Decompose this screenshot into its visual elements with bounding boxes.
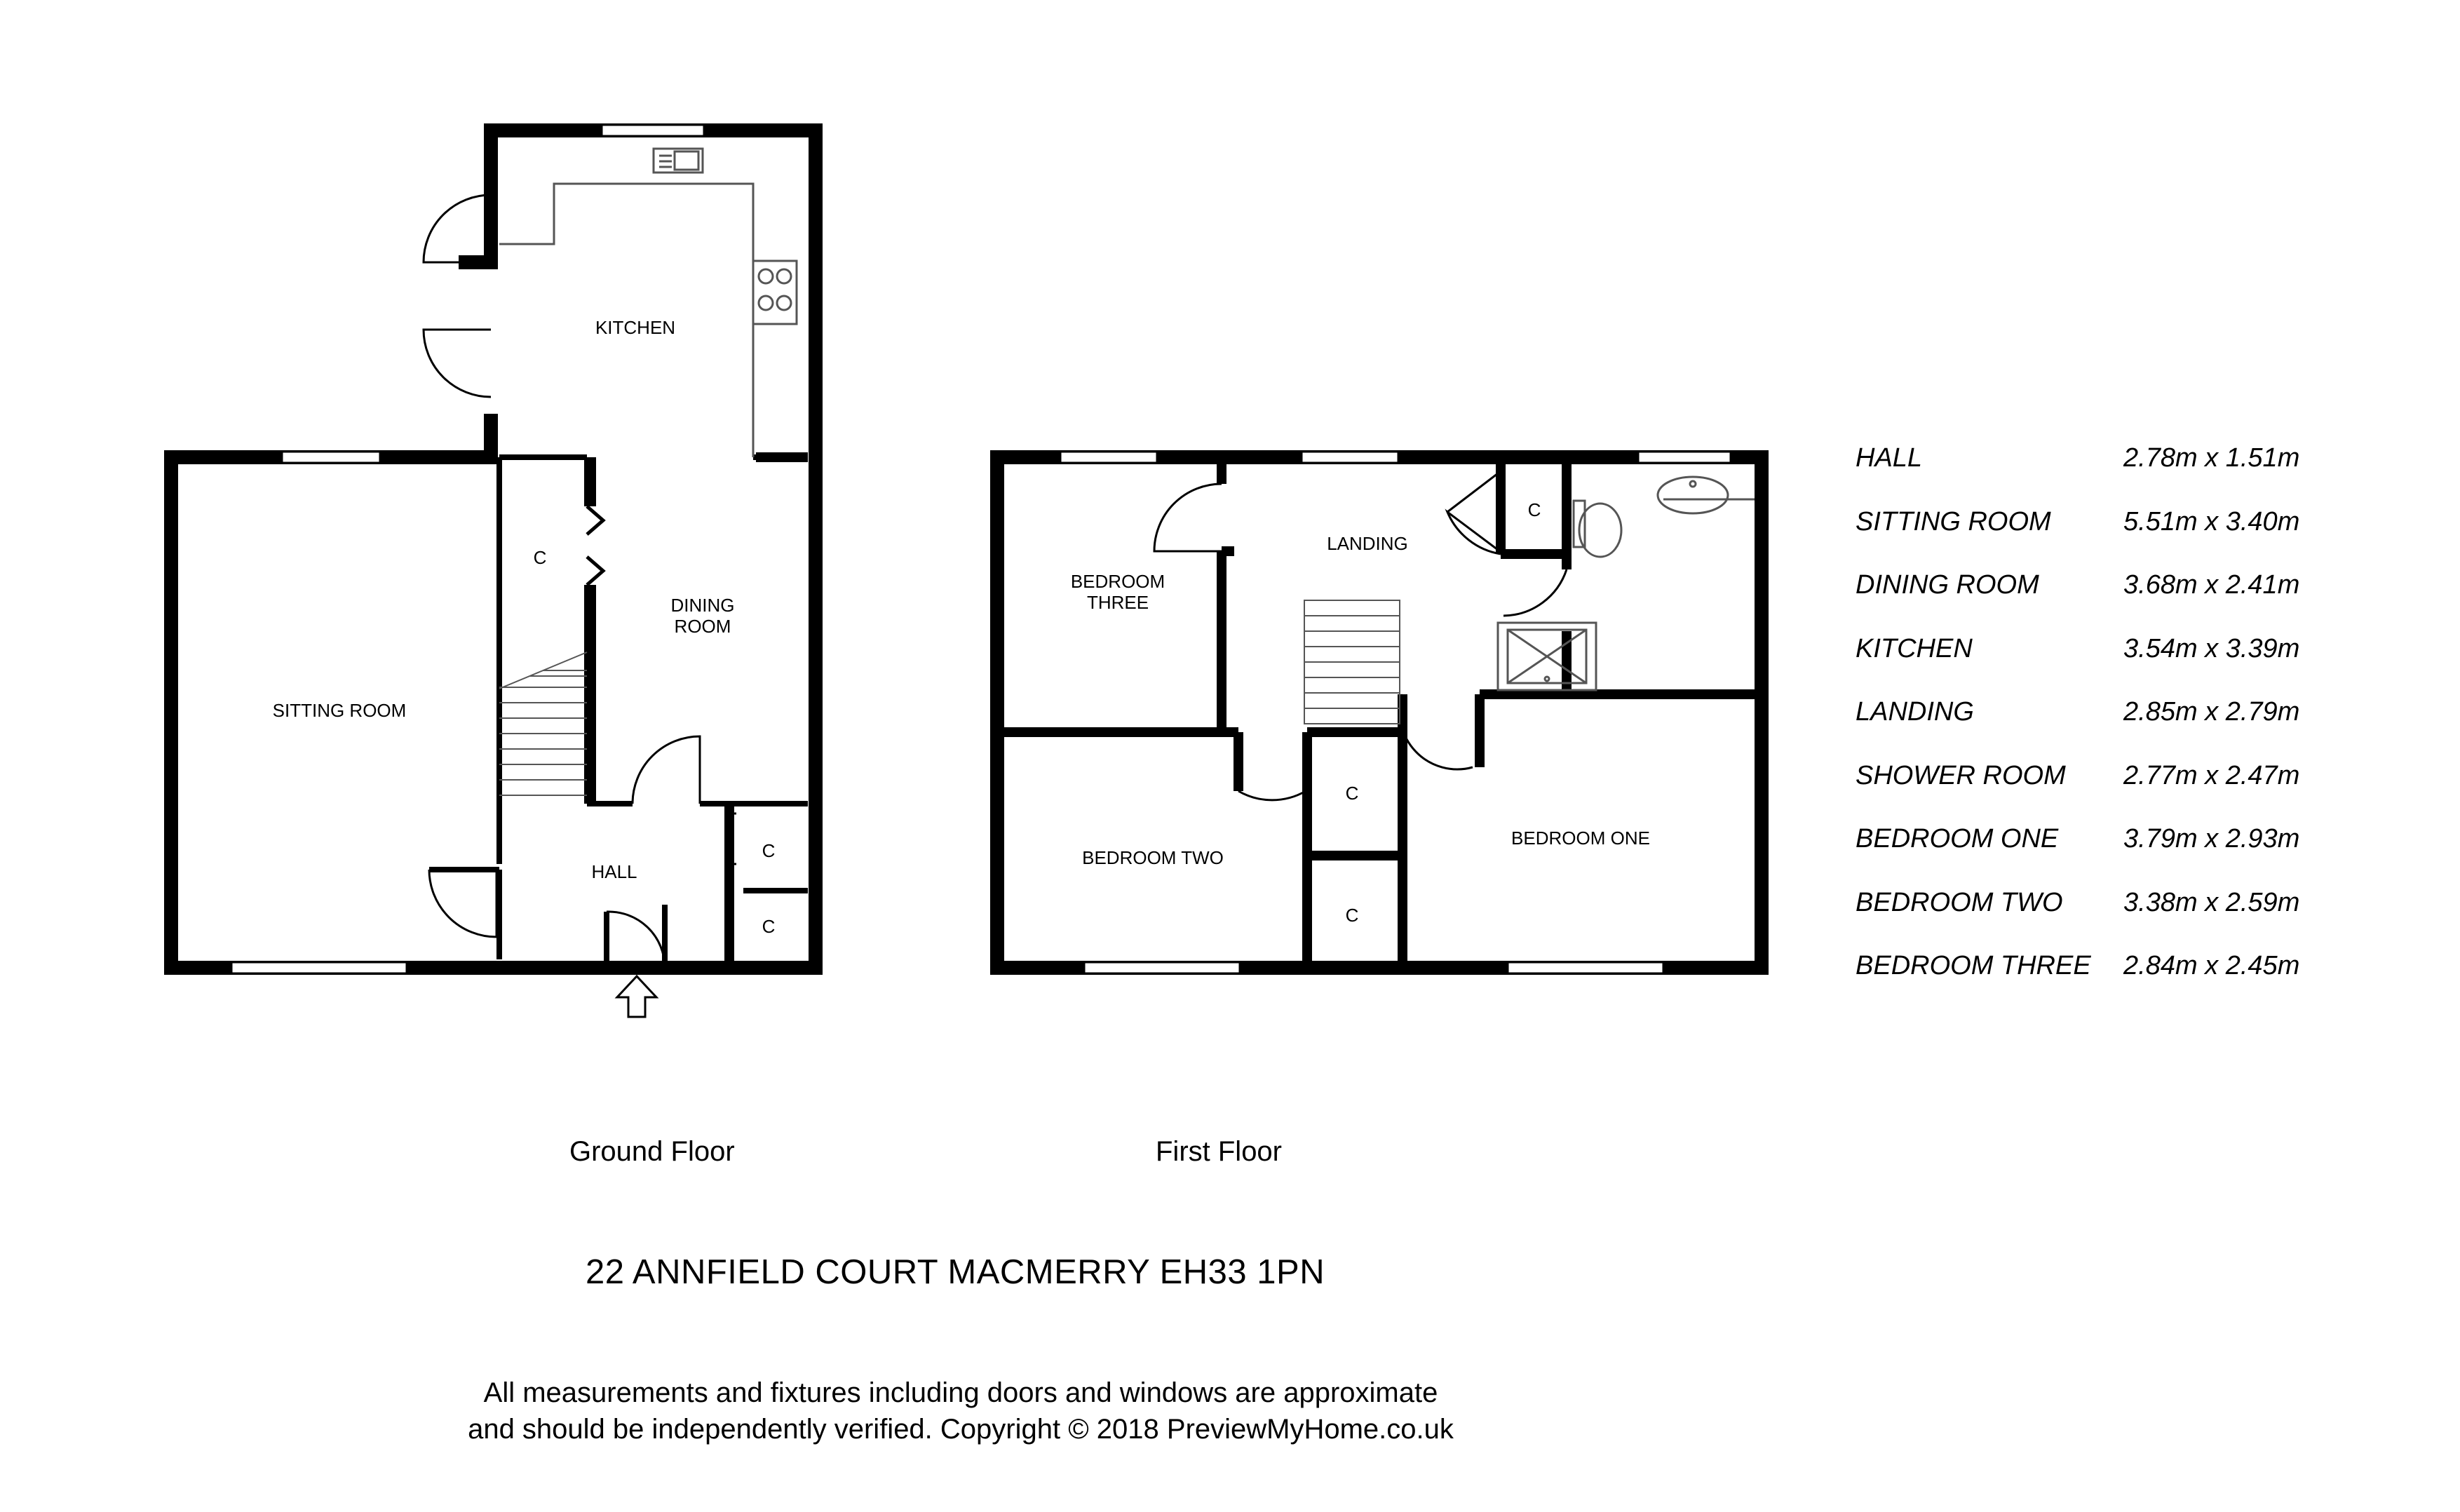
ground-floor-inner-walls xyxy=(429,457,808,962)
room-row xyxy=(1856,888,2346,952)
ground-floor-room-labels xyxy=(273,317,776,937)
room-dims: 2.84m x 2.45m xyxy=(2123,951,2300,980)
room-dimensions-table xyxy=(1856,443,2346,1015)
room-name: DINING ROOM xyxy=(1856,570,2039,600)
label-cupboard-first-1: C xyxy=(1345,783,1359,804)
room-row xyxy=(1856,443,2346,507)
first-floor-plan xyxy=(997,452,1762,973)
property-address: 22 ANNFIELD COURT MACMERRY EH33 1PN xyxy=(586,1253,1325,1291)
label-dining-line2: ROOM xyxy=(674,616,731,637)
ground-floor-plan xyxy=(171,125,816,1017)
ground-floor-doors xyxy=(424,128,736,968)
room-dims: 5.51m x 3.40m xyxy=(2123,506,2300,536)
label-cupboard-hall-2: C xyxy=(762,916,776,937)
shower-tray-icon xyxy=(1498,623,1596,690)
room-row xyxy=(1856,570,2346,634)
room-name: BEDROOM THREE xyxy=(1856,951,2091,980)
kitchen-sink-icon xyxy=(654,149,703,173)
label-cupboard-landing: C xyxy=(1527,499,1541,520)
label-bedroom-three-line1: BEDROOM xyxy=(1070,571,1165,592)
sitting-window-bottom xyxy=(231,962,407,973)
ground-floor-caption: Ground Floor xyxy=(569,1136,735,1167)
label-landing: LANDING xyxy=(1327,533,1408,554)
ground-floor-walls xyxy=(171,130,816,968)
label-bedroom-two: BEDROOM TWO xyxy=(1082,847,1224,868)
room-row xyxy=(1856,761,2346,825)
ground-floor-inner-walls-thick xyxy=(591,457,808,962)
room-name: HALL xyxy=(1856,443,1923,473)
label-cupboard-hall-1: C xyxy=(762,840,776,861)
first-floor-caption: First Floor xyxy=(1156,1136,1282,1167)
room-dims: 3.68m x 2.41m xyxy=(2123,570,2300,600)
label-kitchen: KITCHEN xyxy=(595,317,676,338)
disclaimer-line-2: and should be independently verified. Copyright © 2018 PreviewMyHome.co.uk xyxy=(468,1414,1454,1445)
room-name: KITCHEN xyxy=(1856,633,1973,663)
ground-floor-stairs xyxy=(499,652,587,795)
room-row xyxy=(1856,507,2346,571)
label-cupboard-understairs: C xyxy=(533,547,547,568)
kitchen-window xyxy=(602,125,704,136)
label-bedroom-three-line2: THREE xyxy=(1086,592,1149,613)
room-dims: 3.54m x 3.39m xyxy=(2123,633,2300,663)
room-dims: 2.85m x 2.79m xyxy=(2123,697,2300,727)
toilet-icon xyxy=(1574,501,1621,557)
room-row xyxy=(1856,951,2346,1015)
label-sitting-room: SITTING ROOM xyxy=(272,700,407,721)
label-hall: HALL xyxy=(591,861,637,882)
basin-icon xyxy=(1658,477,1755,513)
label-dining-line1: DINING xyxy=(670,595,735,616)
sitting-window-top xyxy=(282,452,380,463)
room-name: SITTING ROOM xyxy=(1856,506,2051,536)
disclaimer-line-1: All measurements and fixtures including doors and windows are approximate xyxy=(483,1377,1438,1408)
first-floor-stairs xyxy=(1304,600,1400,724)
room-row xyxy=(1856,634,2346,698)
room-name: SHOWER ROOM xyxy=(1856,760,2066,790)
ground-floor-windows xyxy=(231,125,704,973)
room-name: BEDROOM TWO xyxy=(1856,887,2063,917)
room-dims: 3.38m x 2.59m xyxy=(2123,887,2300,917)
room-row xyxy=(1856,824,2346,888)
room-name: BEDROOM ONE xyxy=(1856,824,2059,853)
room-dims: 2.78m x 1.51m xyxy=(2123,443,2300,473)
room-name: LANDING xyxy=(1856,697,1974,727)
room-dims: 3.79m x 2.93m xyxy=(2123,824,2300,853)
room-row xyxy=(1856,697,2346,761)
first-floor-windows xyxy=(1060,452,1731,973)
room-dims: 2.77m x 2.47m xyxy=(2123,760,2300,790)
label-cupboard-first-2: C xyxy=(1345,905,1359,926)
entrance-arrow-icon xyxy=(617,976,656,1017)
disclaimer xyxy=(442,1375,1480,1447)
label-bedroom-one: BEDROOM ONE xyxy=(1511,828,1650,849)
